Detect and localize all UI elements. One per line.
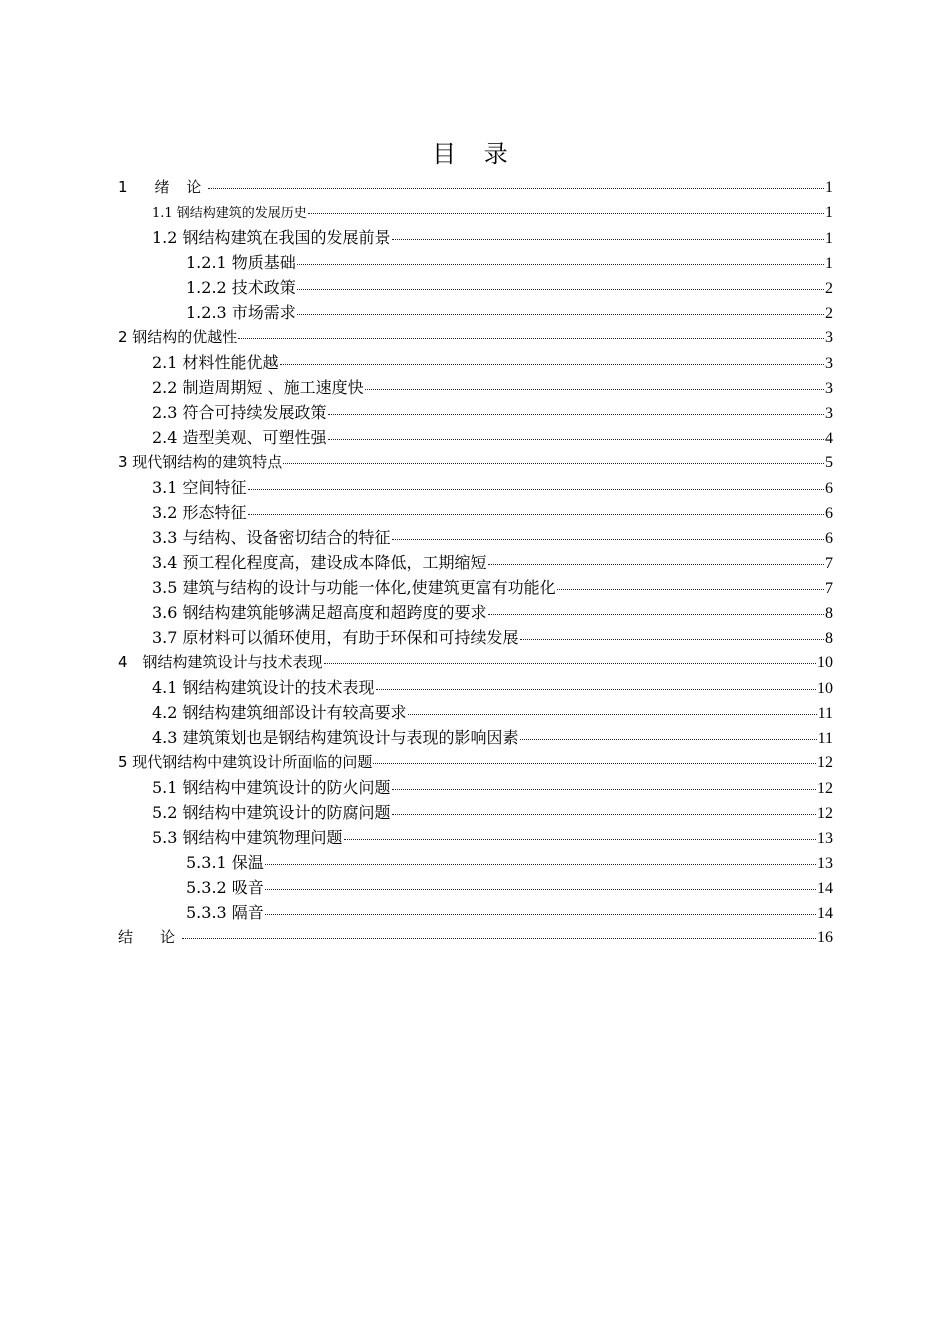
toc-entry[interactable] bbox=[118, 825, 833, 850]
toc-entry[interactable] bbox=[118, 275, 833, 300]
toc-entry-label: 2.4 造型美观、可塑性强 bbox=[152, 428, 327, 447]
toc-entry[interactable] bbox=[118, 450, 833, 475]
toc-entry-label: 5.3 钢结构中建筑物理问题 bbox=[152, 828, 343, 847]
leader-dots bbox=[392, 814, 816, 815]
toc-entry-page: 6 bbox=[825, 480, 833, 497]
leader-dots bbox=[208, 188, 824, 189]
toc-entry-label: 1.2 钢结构建筑在我国的发展前景 bbox=[152, 228, 391, 247]
toc-entry-label: 4 钢结构建筑设计与技术表现 bbox=[118, 653, 323, 671]
toc-entry-page: 2 bbox=[825, 280, 833, 297]
toc-entry-page: 3 bbox=[825, 405, 833, 422]
toc-entry-page: 1 bbox=[825, 255, 833, 272]
toc-entry[interactable] bbox=[118, 875, 833, 900]
toc-entry-label: 3.7 原材料可以循环使用，有助于环保和可持续发展 bbox=[152, 628, 519, 647]
toc-entry-label: 3.3 与结构、设备密切结合的特征 bbox=[152, 528, 391, 547]
toc-entry[interactable] bbox=[118, 800, 833, 825]
toc-entry-page: 12 bbox=[817, 780, 833, 797]
toc-entry-label: 5.3.3 隔音 bbox=[186, 903, 264, 922]
toc-entry-page: 1 bbox=[825, 179, 833, 196]
leader-dots bbox=[297, 289, 824, 290]
toc-entry-label: 3.4 预工程化程度高，建设成本降低，工期缩短 bbox=[152, 553, 487, 572]
leader-dots bbox=[297, 264, 824, 265]
leader-dots bbox=[373, 763, 816, 764]
leader-dots bbox=[238, 338, 824, 339]
toc-entry[interactable] bbox=[118, 650, 833, 675]
toc-entry-page: 7 bbox=[825, 580, 833, 597]
table-of-contents bbox=[118, 175, 833, 950]
toc-entry[interactable] bbox=[118, 725, 833, 750]
leader-dots bbox=[392, 539, 824, 540]
toc-entry[interactable] bbox=[118, 625, 833, 650]
toc-entry-page: 10 bbox=[817, 680, 833, 697]
toc-entry-page: 12 bbox=[817, 805, 833, 822]
leader-dots bbox=[392, 789, 816, 790]
leader-dots bbox=[248, 489, 824, 490]
leader-dots bbox=[297, 314, 824, 315]
leader-dots bbox=[488, 564, 824, 565]
toc-entry[interactable] bbox=[118, 200, 833, 225]
toc-entry-page: 16 bbox=[817, 929, 833, 946]
leader-dots bbox=[182, 938, 816, 939]
toc-entry-label: 5.3.1 保温 bbox=[186, 853, 264, 872]
toc-entry[interactable] bbox=[118, 575, 833, 600]
toc-entry-label: 3.2 形态特征 bbox=[152, 503, 247, 522]
toc-entry-label: 1.2.2 技术政策 bbox=[186, 278, 296, 297]
toc-entry-page: 8 bbox=[825, 630, 833, 647]
leader-dots bbox=[520, 639, 824, 640]
leader-dots bbox=[520, 739, 817, 740]
toc-entry-page: 3 bbox=[825, 380, 833, 397]
leader-dots bbox=[557, 589, 824, 590]
toc-entry[interactable] bbox=[118, 175, 833, 200]
toc-entry-label: 1.1 钢结构建筑的发展历史 bbox=[152, 206, 307, 221]
toc-entry-page: 1 bbox=[825, 204, 833, 221]
toc-entry[interactable] bbox=[118, 850, 833, 875]
leader-dots bbox=[308, 213, 824, 214]
toc-entry-page: 13 bbox=[817, 855, 833, 872]
toc-entry-page: 4 bbox=[825, 430, 833, 447]
toc-entry[interactable] bbox=[118, 600, 833, 625]
toc-entry-page: 14 bbox=[817, 880, 833, 897]
toc-entry-page: 5 bbox=[825, 454, 833, 471]
toc-entry-page: 3 bbox=[825, 355, 833, 372]
toc-entry[interactable] bbox=[118, 350, 833, 375]
toc-entry-label: 2.2 制造周期短 、施工速度快 bbox=[152, 378, 364, 397]
toc-entry-page: 3 bbox=[825, 329, 833, 346]
toc-entry-page: 8 bbox=[825, 605, 833, 622]
toc-entry[interactable] bbox=[118, 900, 833, 925]
toc-entry[interactable] bbox=[118, 300, 833, 325]
leader-dots bbox=[280, 364, 824, 365]
toc-entry-label: 2.3 符合可持续发展政策 bbox=[152, 403, 327, 422]
toc-entry-label: 5.3.2 吸音 bbox=[186, 878, 264, 897]
leader-dots bbox=[365, 389, 824, 390]
toc-entry-page: 14 bbox=[817, 905, 833, 922]
toc-entry-label: 2.1 材料性能优越 bbox=[152, 353, 279, 372]
toc-entry[interactable] bbox=[118, 500, 833, 525]
toc-entry-page: 1 bbox=[825, 230, 833, 247]
toc-entry[interactable] bbox=[118, 375, 833, 400]
toc-entry[interactable] bbox=[118, 750, 833, 775]
toc-entry-page: 7 bbox=[825, 555, 833, 572]
toc-entry[interactable] bbox=[118, 425, 833, 450]
toc-entry-label: 5 现代钢结构中建筑设计所面临的问题 bbox=[118, 753, 373, 771]
toc-entry-label: 4.2 钢结构建筑细部设计有较高要求 bbox=[152, 703, 407, 722]
toc-entry[interactable] bbox=[118, 325, 833, 350]
toc-entry[interactable] bbox=[118, 550, 833, 575]
toc-entry[interactable] bbox=[118, 700, 833, 725]
leader-dots bbox=[376, 689, 816, 690]
toc-entry-page: 13 bbox=[817, 830, 833, 847]
leader-dots bbox=[328, 439, 824, 440]
toc-entry-label: 5.1 钢结构中建筑设计的防火问题 bbox=[152, 778, 391, 797]
toc-title: 目 录 bbox=[432, 140, 518, 168]
toc-entry-label: 4.3 建筑策划也是钢结构建筑设计与表现的影响因素 bbox=[152, 728, 519, 747]
toc-entry-page: 6 bbox=[825, 530, 833, 547]
leader-dots bbox=[324, 663, 816, 664]
leader-dots bbox=[265, 914, 816, 915]
leader-dots bbox=[283, 463, 824, 464]
toc-entry-page: 11 bbox=[817, 705, 833, 722]
toc-entry-page: 6 bbox=[825, 505, 833, 522]
toc-entry[interactable] bbox=[118, 250, 833, 275]
leader-dots bbox=[265, 889, 816, 890]
toc-entry[interactable] bbox=[118, 400, 833, 425]
toc-entry[interactable] bbox=[118, 225, 833, 250]
leader-dots bbox=[344, 839, 816, 840]
toc-entry-label: 4.1 钢结构建筑设计的技术表现 bbox=[152, 678, 375, 697]
toc-entry[interactable] bbox=[118, 675, 833, 700]
toc-entry-label: 1.2.1 物质基础 bbox=[186, 253, 296, 272]
toc-entry-label: 1.2.3 市场需求 bbox=[186, 303, 296, 322]
leader-dots bbox=[248, 514, 824, 515]
toc-entry-page: 10 bbox=[817, 654, 833, 671]
leader-dots bbox=[408, 714, 817, 715]
toc-entry[interactable] bbox=[118, 925, 833, 950]
toc-entry[interactable] bbox=[118, 475, 833, 500]
toc-entry-label: 结 论 bbox=[118, 928, 182, 946]
toc-entry-label: 1 绪 论 bbox=[118, 178, 208, 196]
leader-dots bbox=[328, 414, 824, 415]
leader-dots bbox=[392, 239, 824, 240]
toc-entry-page: 2 bbox=[825, 305, 833, 322]
toc-entry[interactable] bbox=[118, 525, 833, 550]
toc-entry-page: 11 bbox=[817, 730, 833, 747]
toc-entry-label: 3.6 钢结构建筑能够满足超高度和超跨度的要求 bbox=[152, 603, 487, 622]
toc-entry-label: 5.2 钢结构中建筑设计的防腐问题 bbox=[152, 803, 391, 822]
toc-entry-label: 3.5 建筑与结构的设计与功能一体化,使建筑更富有功能化 bbox=[152, 578, 556, 597]
leader-dots bbox=[265, 864, 816, 865]
toc-entry-page: 12 bbox=[817, 754, 833, 771]
toc-entry-label: 3 现代钢结构的建筑特点 bbox=[118, 453, 283, 471]
toc-entry[interactable] bbox=[118, 775, 833, 800]
toc-entry-label: 2 钢结构的优越性 bbox=[118, 328, 238, 346]
leader-dots bbox=[488, 614, 824, 615]
toc-entry-label: 3.1 空间特征 bbox=[152, 478, 247, 497]
